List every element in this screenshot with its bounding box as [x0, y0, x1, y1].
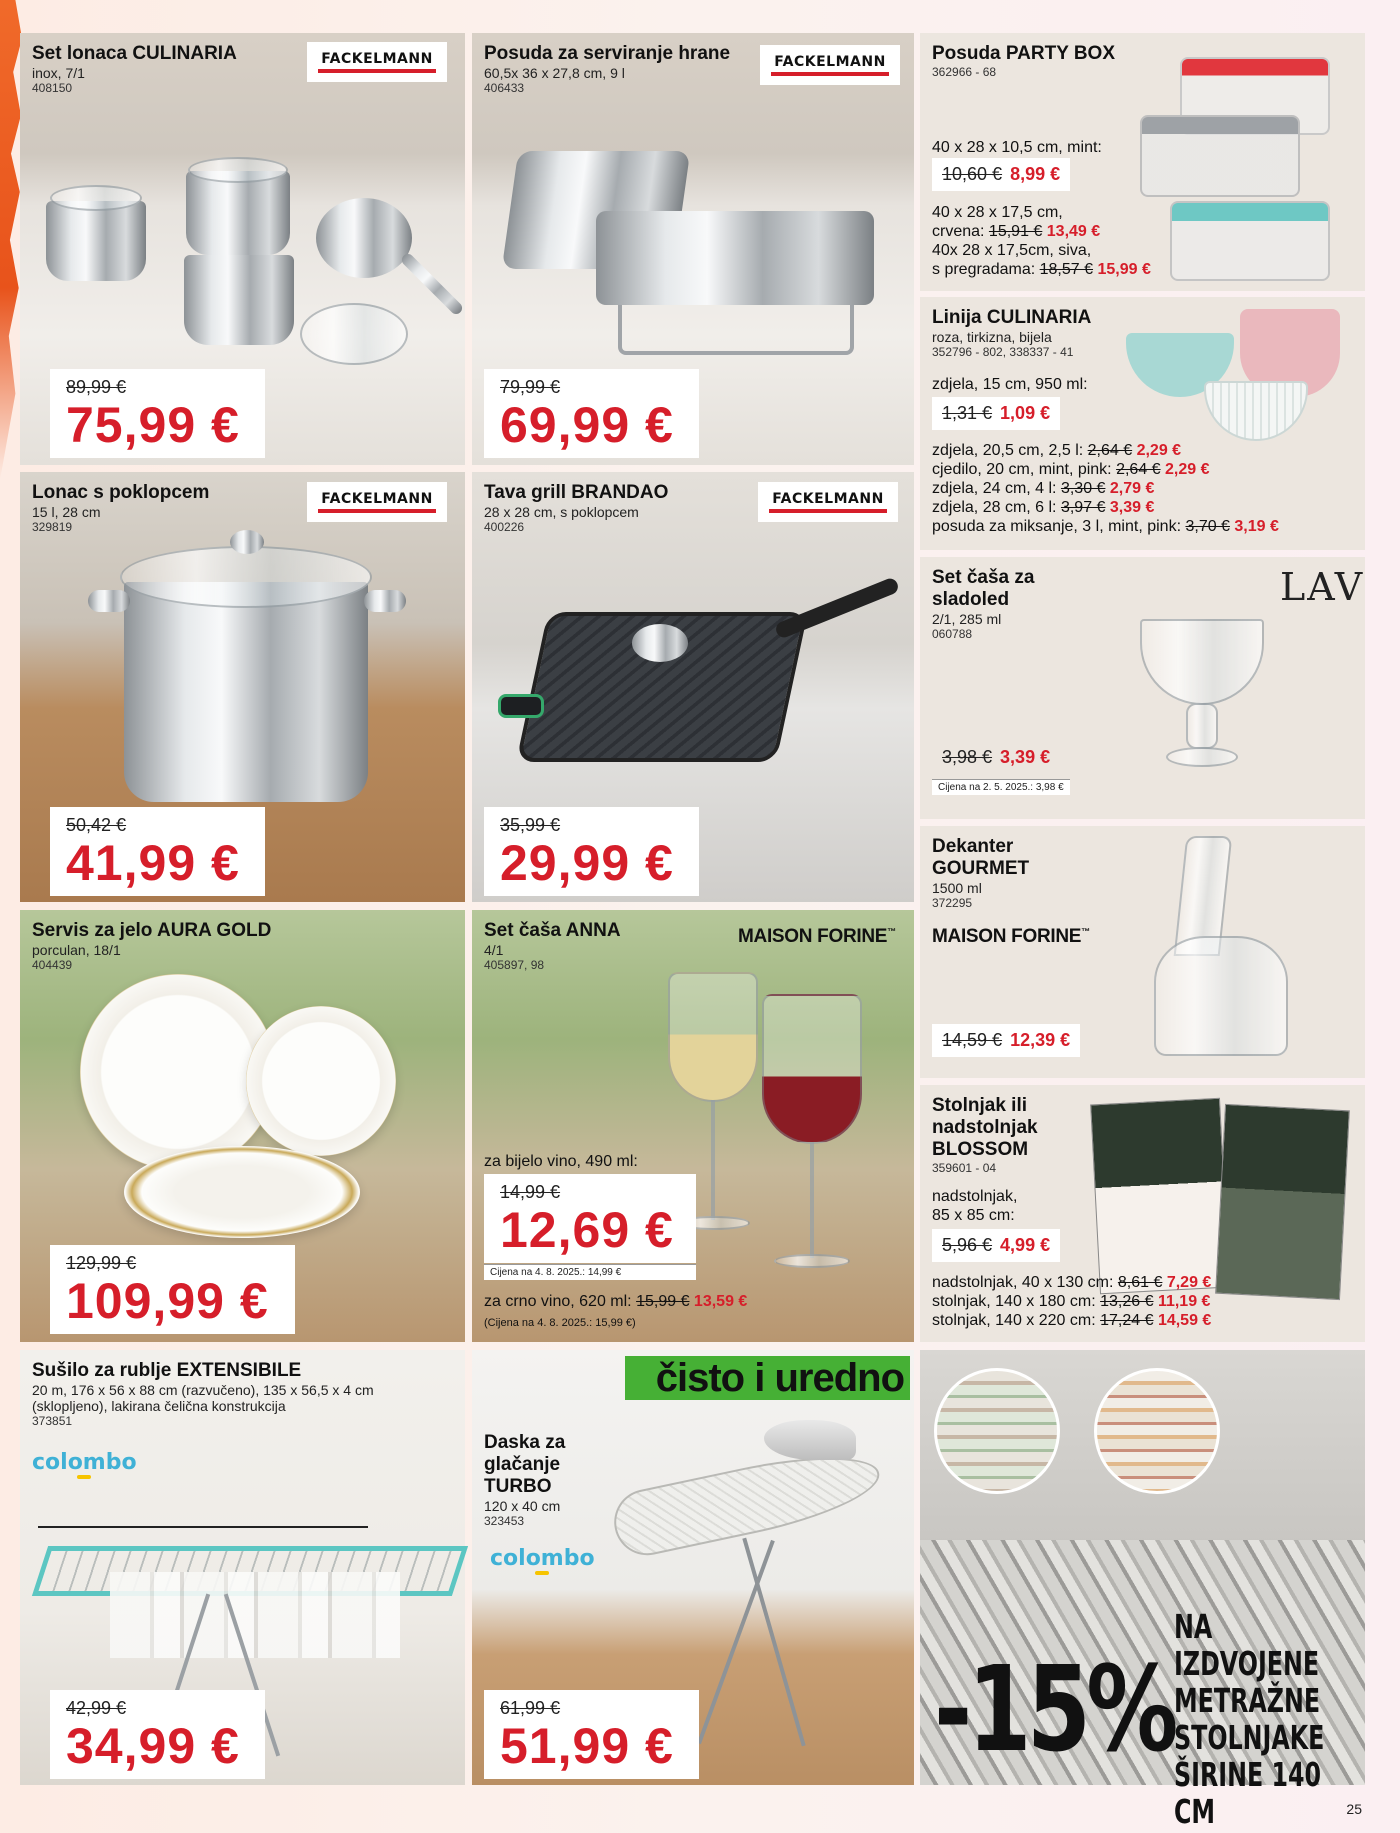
product-header	[32, 482, 209, 535]
dessert-glass-stem-image	[1186, 703, 1218, 749]
product-header	[484, 482, 668, 535]
price-box	[484, 1174, 696, 1263]
product-dekanter[interactable]	[920, 826, 1365, 1078]
product-title: Posuda za serviranje hrane	[484, 43, 731, 64]
product-susilo-rublje[interactable]	[20, 1350, 465, 1785]
lav-logo: LAV	[1280, 565, 1365, 609]
product-code: 060788	[932, 627, 973, 641]
red-wine-price: za crno vino, 620 ml: 15,99 € 13,59 €	[484, 1293, 748, 1310]
old-price: 1,31 €	[942, 403, 993, 423]
price-row: posuda za miksanje, 3 l, mint, pink: 3,70 € 3,19 €	[932, 518, 1279, 535]
product-subtitle: (sklopljeno), lakirana čelična konstrukcija	[32, 1398, 286, 1414]
product-title: Stolnjak ili nadstolnjak BLOSSOM	[932, 1095, 1038, 1160]
soup-plate-image	[124, 1146, 360, 1238]
product-header	[932, 1095, 1038, 1176]
product-subtitle: inox, 7/1	[32, 65, 85, 81]
size-line: nadstolnjak, 85 x 85 cm:	[932, 1188, 1018, 1224]
price-box	[50, 1690, 265, 1779]
laundry-image	[110, 1572, 400, 1658]
new-price: 75,99 €	[66, 397, 240, 453]
white-wine-glass-image	[668, 972, 758, 1102]
product-title: Dekanter GOURMET	[932, 836, 1030, 879]
pot-image	[186, 171, 290, 255]
chafing-dish-stand-image	[618, 305, 854, 355]
product-code: 329819	[32, 520, 73, 534]
pot-image	[46, 201, 146, 281]
old-price: 3,98 €	[942, 747, 993, 767]
product-code: 408150	[32, 81, 73, 95]
new-price: 3,39 €	[1000, 747, 1051, 767]
product-code: 400226	[484, 520, 525, 534]
product-set-casa-anna[interactable]	[472, 910, 914, 1342]
new-price: 12,39 €	[1010, 1030, 1071, 1050]
old-price: 79,99 €	[500, 377, 561, 397]
old-price: 89,99 €	[66, 377, 127, 397]
old-price: 10,60 €	[942, 164, 1003, 184]
product-title: Posuda PARTY BOX	[932, 43, 1115, 64]
stock-pot-image	[124, 582, 368, 802]
saucepan-image	[316, 198, 412, 278]
old-price: 35,99 €	[500, 815, 561, 835]
price-row: cjedilo, 20 cm, mint, pink: 2,64 € 2,29 €	[932, 461, 1210, 478]
product-title: Set lonaca CULINARIA	[32, 43, 237, 64]
price-box	[932, 741, 1060, 774]
product-header	[932, 836, 1029, 911]
glass-stem-image	[711, 1100, 715, 1220]
product-subtitle: 1500 ml	[932, 880, 982, 896]
price-history-note: (Cijena na 4. 8. 2025.: 15,99 €)	[484, 1317, 636, 1329]
price-box	[50, 369, 265, 458]
old-price: 61,99 €	[500, 1698, 561, 1718]
section-banner-cisto-i-uredno: čisto i uredno	[625, 1356, 910, 1400]
dessert-plate-image	[246, 1006, 396, 1156]
product-subtitle: 4/1	[484, 942, 504, 958]
price-box	[932, 158, 1070, 191]
product-header	[484, 43, 730, 96]
product-header	[484, 1432, 565, 1529]
mint-container-image	[1170, 201, 1330, 281]
product-lonac-poklopac[interactable]	[20, 472, 465, 902]
product-title: Set čaša za sladoled	[932, 567, 1035, 610]
red-wine-glass-image	[762, 994, 862, 1144]
price-row: zdjela, 24 cm, 4 l: 3,30 € 2,79 €	[932, 480, 1155, 497]
product-header	[932, 307, 1091, 360]
price-line: 40 x 28 x 17,5 cm, crvena: 15,91 € 13,49 € 40x 28 x 17,5cm, siva, s pregradama: 18,57 € 15,99 €	[932, 204, 1151, 278]
price-box	[932, 397, 1060, 430]
colombo-logo: colombo	[490, 1546, 595, 1575]
product-party-box[interactable]	[920, 33, 1365, 291]
tablecloth-package-image	[1215, 1104, 1350, 1300]
fackelmann-logo: FACKELMANN	[760, 45, 900, 85]
lid-knob-image	[230, 530, 264, 554]
product-title: Servis za jelo AURA GOLD	[32, 920, 272, 941]
price-box	[932, 1024, 1080, 1057]
fackelmann-logo: FACKELMANN	[307, 42, 447, 82]
old-price: 42,99 €	[66, 1698, 127, 1718]
new-price: 109,99 €	[66, 1273, 269, 1329]
tablecloth-package-image	[1090, 1098, 1230, 1295]
price-box	[484, 807, 699, 896]
new-price: 4,99 €	[1000, 1235, 1051, 1255]
maison-forine-logo: MAISON FORINE™	[932, 926, 1090, 947]
dimension-arrow-icon	[38, 1526, 368, 1528]
white-wine-label: za bijelo vino, 490 ml:	[484, 1153, 638, 1170]
product-code: 406433	[484, 81, 525, 95]
product-code: 359601 - 04	[932, 1161, 997, 1175]
product-subtitle: porculan, 18/1	[32, 942, 121, 958]
product-header	[32, 920, 271, 973]
old-price: 5,96 €	[942, 1235, 993, 1255]
product-posuda-serviranje[interactable]	[472, 33, 914, 465]
price-row: stolnjak, 140 x 180 cm: 13,26 € 11,19 €	[932, 1293, 1211, 1310]
glass-stem-image	[810, 1142, 814, 1258]
product-stolnjak-blossom[interactable]	[920, 1085, 1365, 1342]
product-linija-culinaria[interactable]	[920, 297, 1365, 550]
price-box	[484, 1690, 699, 1779]
price-box	[50, 1245, 295, 1334]
product-set-lonaca[interactable]	[20, 33, 465, 465]
pot-lid-image	[188, 157, 288, 183]
product-subtitle: 28 x 28 cm, s poklopcem	[484, 504, 639, 520]
product-title: Daska za glačanje TURBO	[484, 1432, 566, 1497]
price-box	[484, 369, 699, 458]
price-row: zdjela, 20,5 cm, 2,5 l: 2,64 € 2,29 €	[932, 442, 1182, 459]
page-number: 25	[1346, 1801, 1362, 1817]
price-row: stolnjak, 140 x 220 cm: 17,24 € 14,59 €	[932, 1312, 1212, 1329]
size-line: zdjela, 15 cm, 950 ml:	[932, 376, 1088, 393]
pot-lid-image	[50, 185, 142, 211]
product-subtitle: 15 l, 28 cm	[32, 504, 101, 520]
grey-container-image	[1140, 115, 1300, 197]
product-daska-glacanje[interactable]	[472, 1350, 914, 1785]
casserole-image	[184, 255, 294, 345]
product-title: Lonac s poklopcem	[32, 482, 210, 503]
dessert-glass-base-image	[1166, 747, 1238, 767]
price-row: nadstolnjak, 40 x 130 cm: 8,61 € 7,29 €	[932, 1274, 1212, 1291]
price-history-note: Cijena na 2. 5. 2025.: 3,98 €	[932, 779, 1070, 795]
product-title: Set čaša ANNA	[484, 920, 621, 941]
product-header	[932, 567, 1034, 642]
product-title: Linija CULINARIA	[932, 307, 1092, 328]
size-line: 40 x 28 x 10,5 cm, mint:	[932, 139, 1102, 156]
product-subtitle: 120 x 40 cm	[484, 1498, 561, 1514]
chafing-dish-image	[596, 211, 874, 305]
fabric-roll-swatch-image	[934, 1368, 1060, 1494]
new-price: 29,99 €	[500, 835, 674, 891]
stock-pot-lid-image	[120, 546, 372, 608]
decanter-body-image	[1154, 936, 1288, 1056]
product-subtitle: roza, tirkizna, bijela	[932, 329, 1052, 345]
new-price: 69,99 €	[500, 397, 674, 453]
product-subtitle: 2/1, 285 ml	[932, 611, 1002, 627]
product-code: 323453	[484, 1514, 525, 1528]
old-price: 50,42 €	[66, 815, 127, 835]
glass-base-image	[774, 1254, 850, 1268]
price-box	[932, 1229, 1060, 1262]
product-title: Tava grill BRANDAO	[484, 482, 669, 503]
product-header	[484, 920, 621, 973]
price-box	[50, 807, 265, 896]
price-row: zdjela, 28 cm, 6 l: 3,97 € 3,39 €	[932, 499, 1155, 516]
product-subtitle: 20 m, 176 x 56 x 88 cm (razvučeno), 135 x 56,5 x 4 cm	[32, 1382, 374, 1398]
product-servis-aura-gold[interactable]	[20, 910, 465, 1342]
product-subtitle: 60,5x 36 x 27,8 cm, 9 l	[484, 65, 625, 81]
new-price: 1,09 €	[1000, 403, 1051, 423]
product-code: 352796 - 802, 338337 - 41	[932, 345, 1074, 359]
product-code: 372295	[932, 896, 973, 910]
product-sladoled-case[interactable]	[920, 557, 1365, 819]
product-tava-grill[interactable]	[472, 472, 914, 902]
discount-description: NA IZDVOJENE METRAŽNE STOLNJAKE ŠIRINE 140 CM	[1174, 1607, 1325, 1831]
new-price: 51,99 €	[500, 1718, 674, 1774]
product-code: 373851	[32, 1414, 73, 1428]
fabric-roll-swatch-image	[1094, 1368, 1220, 1494]
product-header	[32, 1360, 374, 1429]
pot-handle-image	[88, 590, 130, 612]
discount-percent: -15%	[934, 1640, 1174, 1778]
product-title: Sušilo za rublje EXTENSIBILE	[32, 1360, 302, 1381]
old-price: 129,99 €	[66, 1253, 137, 1273]
pan-lid-knob-image	[632, 624, 688, 662]
maison-forine-logo: MAISON FORINE™	[738, 926, 896, 947]
colombo-logo: colombo	[32, 1450, 137, 1479]
old-price: 14,59 €	[942, 1030, 1003, 1050]
new-price: 41,99 €	[66, 835, 240, 891]
price-list	[932, 441, 1279, 536]
new-price: 8,99 €	[1010, 164, 1061, 184]
product-header	[32, 43, 237, 96]
pan-side-handle-image	[498, 694, 544, 718]
product-header	[932, 43, 1115, 80]
old-price: 14,99 €	[500, 1182, 561, 1202]
product-code: 362966 - 68	[932, 65, 997, 79]
fackelmann-logo: FACKELMANN	[758, 482, 898, 522]
product-code: 405897, 98	[484, 958, 545, 972]
new-price: 12,69 €	[500, 1202, 674, 1258]
pot-handle-image	[364, 590, 406, 612]
orange-brush-decoration	[0, 0, 22, 480]
new-price: 34,99 €	[66, 1718, 240, 1774]
fackelmann-logo: FACKELMANN	[307, 482, 447, 522]
glass-lid-image	[300, 303, 408, 365]
price-history-note: Cijena na 4. 8. 2025.: 14,99 €	[484, 1264, 696, 1280]
price-list	[932, 1273, 1211, 1330]
product-code: 404439	[32, 958, 73, 972]
